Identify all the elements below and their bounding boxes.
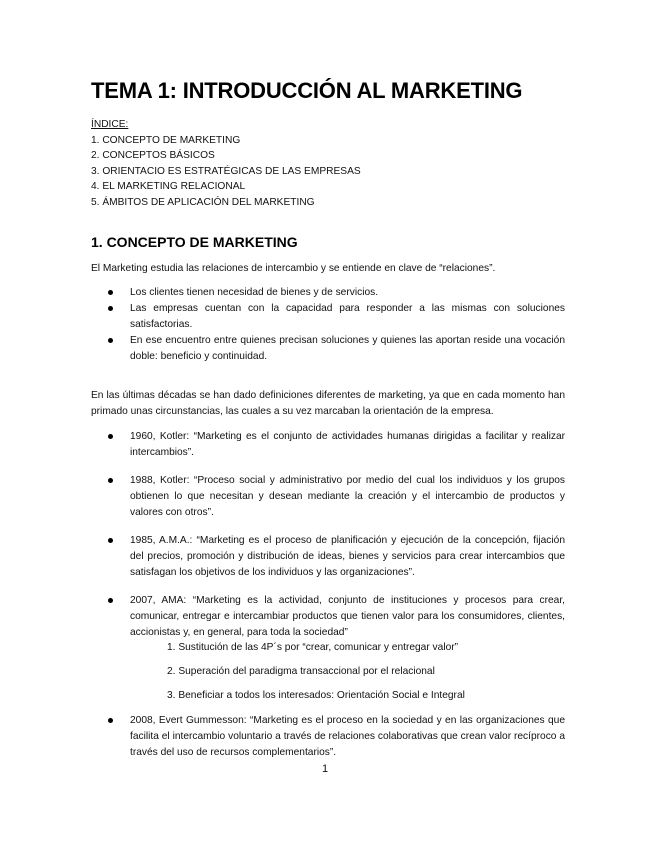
list-item <box>91 533 565 581</box>
bullet-icon <box>108 718 113 723</box>
index-item: 5. ÁMBITOS DE APLICACIÓN DEL MARKETING <box>91 196 315 208</box>
list-item <box>91 593 565 641</box>
definition-text: 1988, Kotler: “Proceso social y administrativo por medio del cual los individuos y los grupos obtienen lo que necesitan y desean mediante la creación y el intercambio de productos y valores con otros”. <box>130 475 565 518</box>
index-item: 4. EL MARKETING RELACIONAL <box>91 181 246 193</box>
list-item <box>91 285 565 301</box>
bullet-icon <box>108 598 113 603</box>
definition-text: 2008, Evert Gummesson: “Marketing es el proceso en la sociedad y en las organizaciones que facilita el intercambio voluntario a través de relaciones colaborativas que crean valor recíproco a través del uso de recursos complementarios”. <box>130 715 565 758</box>
sublist-item: 1. Sustitución de las 4P´s por “crear, comunicar y entregar valor” <box>167 642 459 653</box>
bullet-list <box>91 285 565 365</box>
definitions-list-continued <box>91 713 565 761</box>
definition-text: 2007, AMA: “Marketing es la actividad, conjunto de instituciones y procesos para crear, comunicar, entregar e intercambiar productos que tienen valor para los consumidores, clientes, accionistas y, en general, para toda la sociedad” <box>130 595 565 638</box>
list-item-text: En ese encuentro entre quienes precisan soluciones y quienes las aportan reside una vocación doble: beneficio y continuidad. <box>130 335 565 362</box>
definitions-list <box>91 429 565 653</box>
list-item <box>91 429 565 461</box>
index-item: 3. ORIENTACIO ES ESTRATÉGICAS DE LAS EMPRESAS <box>91 165 361 177</box>
list-item <box>91 301 565 333</box>
list-item <box>91 713 565 761</box>
bullet-icon <box>108 478 113 483</box>
definition-text: 1960, Kotler: “Marketing es el conjunto de actividades humanas dirigidas a facilitar y realizar intercambios”. <box>130 431 565 458</box>
body-paragraph: En las últimas décadas se han dado definiciones diferentes de marketing, ya que en cada momento han primado unas circunstancias, las cuales a su vez marcaban la orientación de la empresa. <box>91 390 565 417</box>
section-heading: 1. CONCEPTO DE MARKETING <box>91 234 298 250</box>
bullet-icon <box>108 290 113 295</box>
list-item <box>91 473 565 521</box>
numbered-sublist <box>167 640 465 712</box>
document-title: TEMA 1: INTRODUCCIÓN AL MARKETING <box>91 78 523 103</box>
intro-paragraph: El Marketing estudia las relaciones de intercambio y se entiende en clave de “relaciones”. <box>91 263 496 274</box>
list-item-text: Los clientes tienen necesidad de bienes y de servicios. <box>130 287 379 298</box>
bullet-icon <box>108 538 113 543</box>
index-heading: ÍNDICE: <box>91 119 129 130</box>
bullet-icon <box>108 338 113 343</box>
list-item-text: Las empresas cuentan con la capacidad para responder a las mismas con soluciones satisfactorias. <box>130 303 565 330</box>
bullet-icon <box>108 306 113 311</box>
page-number: 1 <box>322 763 329 775</box>
sublist-item: 2. Superación del paradigma transaccional por el relacional <box>167 666 435 677</box>
definition-text: 1985, A.M.A.: “Marketing es el proceso de planificación y ejecución de la concepción, fijación del precios, promoción y distribución de ideas, bienes y servicios para crear intercambios que satisfagan los objetivos de los individuos y las organizaciones”. <box>130 535 565 578</box>
index-item: 1. CONCEPTO DE MARKETING <box>91 134 241 146</box>
index-item: 2. CONCEPTOS BÁSICOS <box>91 150 215 162</box>
table-of-contents <box>91 117 361 211</box>
list-item <box>91 333 565 365</box>
sublist-item: 3. Beneficiar a todos los interesados: Orientación Social e Integral <box>167 690 465 701</box>
bullet-icon <box>108 434 113 439</box>
